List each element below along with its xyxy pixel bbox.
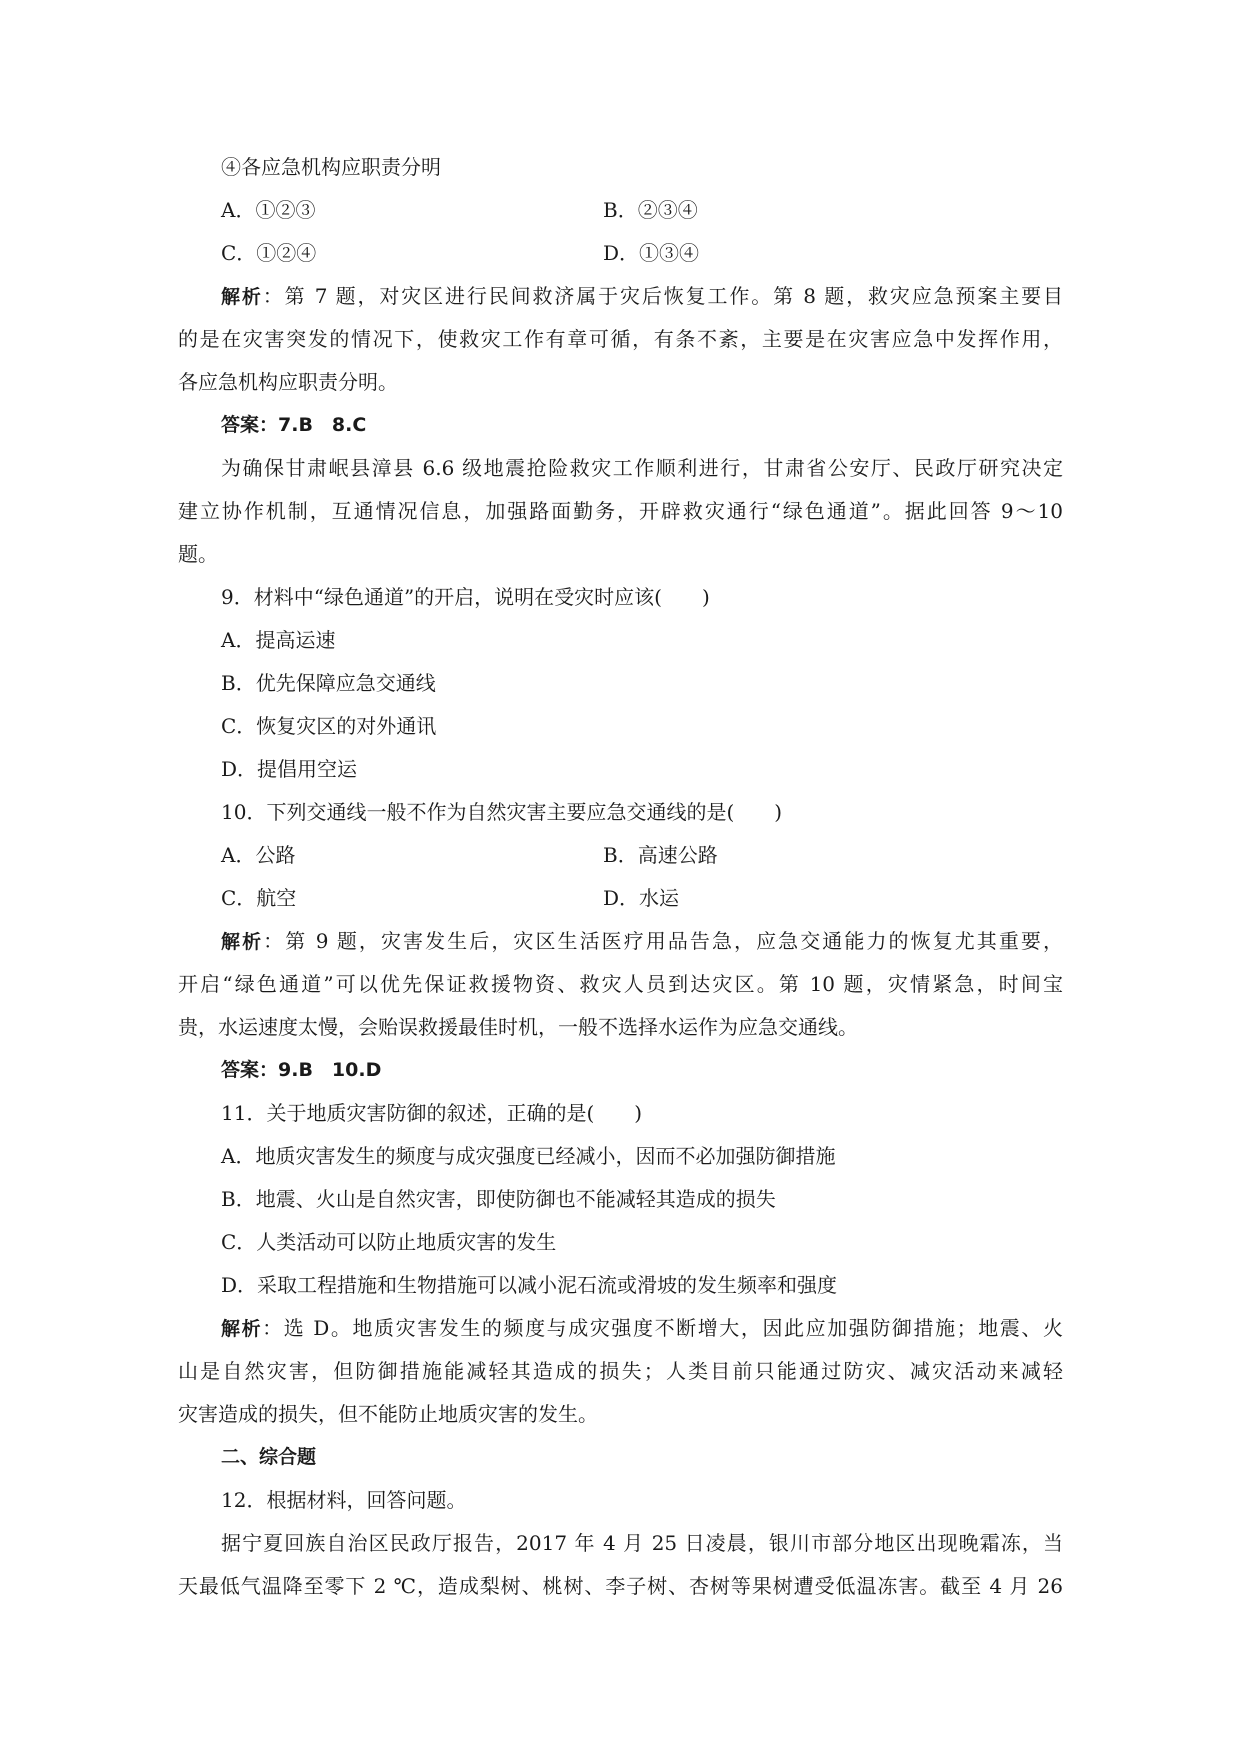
option-b: B．高速公路 <box>603 843 718 867</box>
option-d: D．采取工程措施和生物措施可以减小泥石流或滑坡的发生频率和强度 <box>221 1273 838 1297</box>
answer-line: 答案：9.B 10.D <box>221 1059 382 1081</box>
option-row <box>178 834 1063 877</box>
explanation-line: 的是在灾害突发的情况下，使救灾工作有章可循，有条不紊，主要是在灾害应急中发挥作用， <box>178 327 1063 351</box>
material-line: 建立协作机制，互通情况信息，加强路面勤务，开辟救灾通行“绿色通道”。据此回答 9～10 <box>178 499 1063 523</box>
option-a: A．①②③ <box>221 198 316 222</box>
option-a: A．提高运速 <box>221 628 336 652</box>
section-heading: 二、综合题 <box>221 1446 317 1468</box>
option-row <box>178 189 1063 232</box>
explanation-line <box>178 1307 1063 1350</box>
material-line: 题。 <box>178 542 218 566</box>
option-c: C．人类活动可以防止地质灾害的发生 <box>221 1230 557 1254</box>
question-10: 10．下列交通线一般不作为自然灾害主要应急交通线的是( ) <box>221 800 783 824</box>
material-line: 据宁夏回族自治区民政厅报告，2017 年 4 月 25 日凌晨，银川市部分地区出现晚霜冻，当 <box>221 1531 1063 1555</box>
explanation-line: 开启“绿色通道”可以优先保证救援物资、救灾人员到达灾区。第 10 题，灾情紧急，时间宝 <box>178 972 1063 996</box>
option-b: B．②③④ <box>603 198 698 222</box>
explanation-line: 贵，水运速度太慢，会贻误救援最佳时机，一般不选择水运作为应急交通线。 <box>178 1015 858 1039</box>
option-c: C．航空 <box>221 886 297 910</box>
option-d: D．提倡用空运 <box>221 757 358 781</box>
option-row <box>178 232 1063 275</box>
explanation-line <box>178 920 1063 963</box>
option-a: A．公路 <box>221 843 296 867</box>
explanation-label: 解析 <box>221 1318 263 1340</box>
option-d: D．①③④ <box>603 241 700 265</box>
option-row <box>178 877 1063 920</box>
explanation-label: 解析 <box>221 931 264 953</box>
option-b: B．地震、火山是自然灾害，即使防御也不能减轻其造成的损失 <box>221 1187 776 1211</box>
explanation-text: ：选 D。地质灾害发生的频度与成灾强度不断增大，因此应加强防御措施；地震、火 <box>262 1316 1063 1340</box>
answer-line: 答案：7.B 8.C <box>221 414 367 436</box>
explanation-line: 山是自然灾害，但防御措施能减轻其造成的损失；人类目前只能通过防灾、减灾活动来减轻 <box>178 1359 1063 1383</box>
option-b: B．优先保障应急交通线 <box>221 671 436 695</box>
material-line: 为确保甘肃岷县漳县 6.6 级地震抢险救灾工作顺利进行，甘肃省公安厅、民政厅研究决定 <box>221 456 1063 480</box>
question-9: 9．材料中“绿色通道”的开启，说明在受灾时应该( ) <box>221 585 710 609</box>
option-line: ④各应急机构应职责分明 <box>221 155 441 179</box>
option-a: A．地质灾害发生的频度与成灾强度已经减小，因而不必加强防御措施 <box>221 1144 836 1168</box>
explanation-line: 灾害造成的损失，但不能防止地质灾害的发生。 <box>178 1402 598 1426</box>
option-c: C．①②④ <box>221 241 317 265</box>
explanation-text: ：第 7 题，对灾区进行民间救济属于灾后恢复工作。第 8 题，救灾应急预案主要目 <box>262 284 1063 308</box>
question-12: 12．根据材料，回答问题。 <box>221 1488 467 1512</box>
explanation-line <box>178 275 1063 318</box>
page-content <box>178 146 1063 1608</box>
material-line: 天最低气温降至零下 2 ℃，造成梨树、桃树、李子树、杏树等果树遭受低温冻害。截至 4 月 26 <box>178 1574 1063 1598</box>
option-d: D．水运 <box>603 886 680 910</box>
explanation-text: ：第 9 题，灾害发生后，灾区生活医疗用品告急，应急交通能力的恢复尤其重要， <box>263 929 1063 953</box>
question-11: 11．关于地质灾害防御的叙述，正确的是( ) <box>221 1101 643 1125</box>
option-c: C．恢复灾区的对外通讯 <box>221 714 437 738</box>
explanation-line: 各应急机构应职责分明。 <box>178 370 398 394</box>
explanation-label: 解析 <box>221 286 263 308</box>
